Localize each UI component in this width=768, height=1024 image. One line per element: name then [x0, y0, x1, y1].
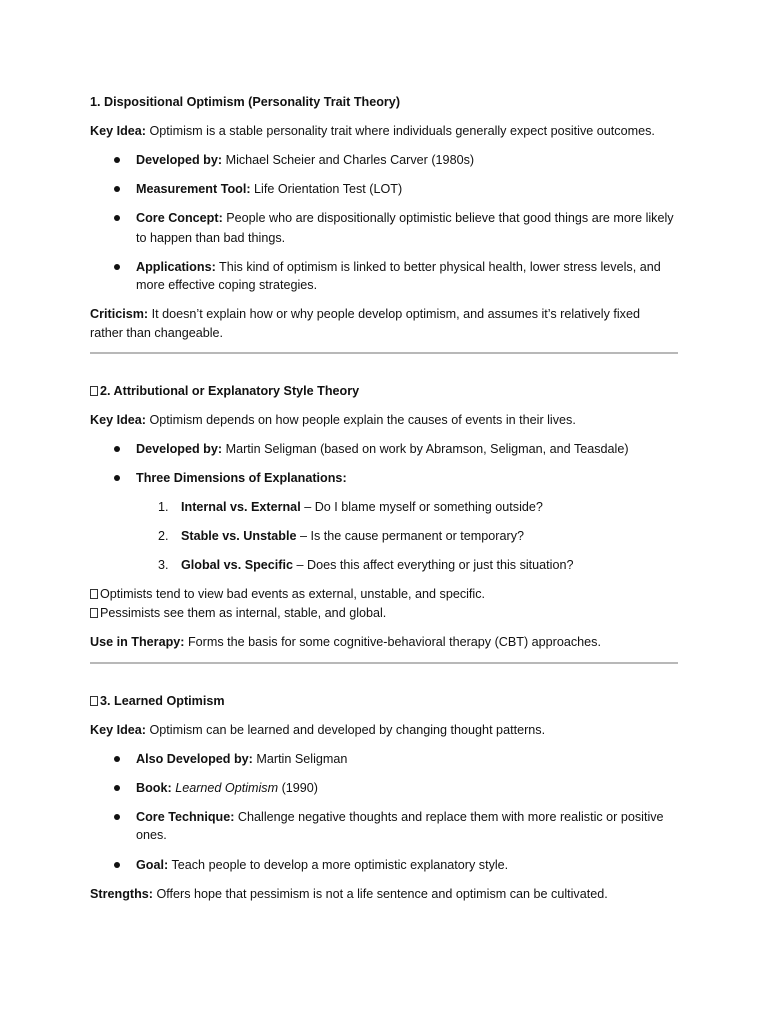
s3-bullet-core-technique-cont: ones.	[136, 828, 167, 842]
bullet-dot	[114, 264, 120, 270]
bullet-text: Challenge negative thoughts and replace them with more realistic or positive	[234, 810, 664, 824]
use-label: Use in Therapy:	[90, 635, 185, 649]
key-idea-text: Optimism is a stable personality trait where individuals generally expect positive outcomes.	[146, 124, 655, 138]
numbered-item-1	[181, 499, 543, 515]
item-text: – Is the cause permanent or temporary?	[296, 529, 524, 543]
section-3-heading-text: 3. Learned Optimism	[100, 694, 225, 708]
item-label: Stable vs. Unstable	[181, 529, 297, 543]
bullet-dot	[114, 215, 120, 221]
bullet-text: (1990)	[278, 781, 318, 795]
s2-bullet-three-dimensions: Three Dimensions of Explanations:	[136, 471, 347, 485]
s1-criticism-cont: rather than changeable.	[90, 326, 224, 340]
s2-bullet-developed-by	[136, 441, 629, 457]
missing-glyph-icon	[90, 608, 98, 618]
bullet-dot	[114, 157, 120, 163]
s1-bullet-developed-by	[136, 152, 474, 168]
bullet-text: Life Orientation Test (LOT)	[250, 182, 403, 196]
bullet-label: Applications:	[136, 260, 216, 274]
use-text: Forms the basis for some cognitive-behavioral therapy (CBT) approaches.	[184, 635, 601, 649]
s2-pessimists-line	[90, 605, 386, 621]
bullet-dot	[114, 862, 120, 868]
s3-bullet-core-technique	[136, 809, 664, 825]
s2-optimists-line	[90, 586, 485, 602]
bullet-label: Core Technique:	[136, 810, 235, 824]
bullet-label: Developed by:	[136, 153, 223, 167]
key-idea-label: Key Idea:	[90, 124, 146, 138]
bullet-label: Also Developed by:	[136, 752, 253, 766]
bullet-label: Measurement Tool:	[136, 182, 251, 196]
numbered-item-2-number: 2.	[158, 529, 169, 543]
bullet-text: This kind of optimism is linked to better physical health, lower stress levels, and	[215, 260, 661, 274]
key-idea-text: Optimism depends on how people explain the causes of events in their lives.	[146, 413, 576, 427]
item-text: – Do I blame myself or something outside?	[300, 500, 543, 514]
item-label: Global vs. Specific	[181, 558, 293, 572]
bullet-dot	[114, 446, 120, 452]
bullet-dot	[114, 814, 120, 820]
s3-bullet-book	[136, 780, 318, 796]
bullet-text: People who are dispositionally optimistic believe that good things are more likely	[222, 211, 674, 225]
s1-bullet-core-concept-cont: to happen than bad things.	[136, 231, 286, 245]
strengths-label: Strengths:	[90, 887, 153, 901]
section-2-heading-text: 2. Attributional or Explanatory Style Theory	[100, 384, 360, 398]
numbered-item-3-number: 3.	[158, 558, 169, 572]
section-3-heading	[90, 693, 225, 709]
optimists-text: Optimists tend to view bad events as external, unstable, and specific.	[100, 587, 486, 601]
strengths-text: Offers hope that pessimism is not a life sentence and optimism can be cultivated.	[152, 887, 608, 901]
criticism-text: It doesn’t explain how or why people develop optimism, and assumes it’s relatively fixed	[148, 307, 640, 321]
bullet-text: Teach people to develop a more optimistic explanatory style.	[168, 858, 509, 872]
bullet-dot	[114, 186, 120, 192]
section-divider	[90, 352, 678, 354]
numbered-item-2	[181, 528, 524, 544]
key-idea-text: Optimism can be learned and developed by changing thought patterns.	[146, 723, 546, 737]
s3-strengths	[90, 886, 608, 902]
numbered-item-1-number: 1.	[158, 500, 169, 514]
s1-bullet-applications	[136, 259, 661, 275]
s1-bullet-measurement	[136, 181, 402, 197]
bullet-dot	[114, 475, 120, 481]
bullet-label: Goal:	[136, 858, 169, 872]
missing-glyph-icon	[90, 589, 98, 599]
key-idea-label: Key Idea:	[90, 413, 146, 427]
bullet-label: Book:	[136, 781, 172, 795]
criticism-label: Criticism:	[90, 307, 149, 321]
bullet-text: Martin Seligman (based on work by Abramson, Seligman, and Teasdale)	[222, 442, 629, 456]
section-divider	[90, 662, 678, 664]
s3-bullet-also-developed	[136, 751, 347, 767]
s1-criticism	[90, 306, 640, 322]
s1-bullet-applications-cont: more effective coping strategies.	[136, 278, 318, 292]
section-1-heading: 1. Dispositional Optimism (Personality Trait Theory)	[90, 95, 401, 109]
item-text: – Does this affect everything or just this situation?	[293, 558, 574, 572]
s3-key-idea	[90, 722, 545, 738]
numbered-item-3	[181, 557, 573, 573]
bullet-dot	[114, 756, 120, 762]
s2-key-idea	[90, 412, 576, 428]
item-label: Internal vs. External	[181, 500, 301, 514]
bullet-dot	[114, 785, 120, 791]
s3-bullet-goal	[136, 857, 508, 873]
pessimists-text: Pessimists see them as internal, stable, and global.	[100, 606, 387, 620]
bullet-label: Developed by:	[136, 442, 223, 456]
book-title: Learned Optimism	[175, 781, 279, 795]
missing-glyph-icon	[90, 696, 98, 706]
s1-bullet-core-concept	[136, 210, 674, 226]
s2-use-in-therapy	[90, 634, 601, 650]
bullet-text: Michael Scheier and Charles Carver (1980s)	[222, 153, 475, 167]
key-idea-label: Key Idea:	[90, 723, 146, 737]
s1-key-idea	[90, 123, 655, 139]
section-2-heading	[90, 383, 359, 399]
bullet-text: Martin Seligman	[252, 752, 348, 766]
bullet-label: Core Concept:	[136, 211, 223, 225]
missing-glyph-icon	[90, 386, 98, 396]
